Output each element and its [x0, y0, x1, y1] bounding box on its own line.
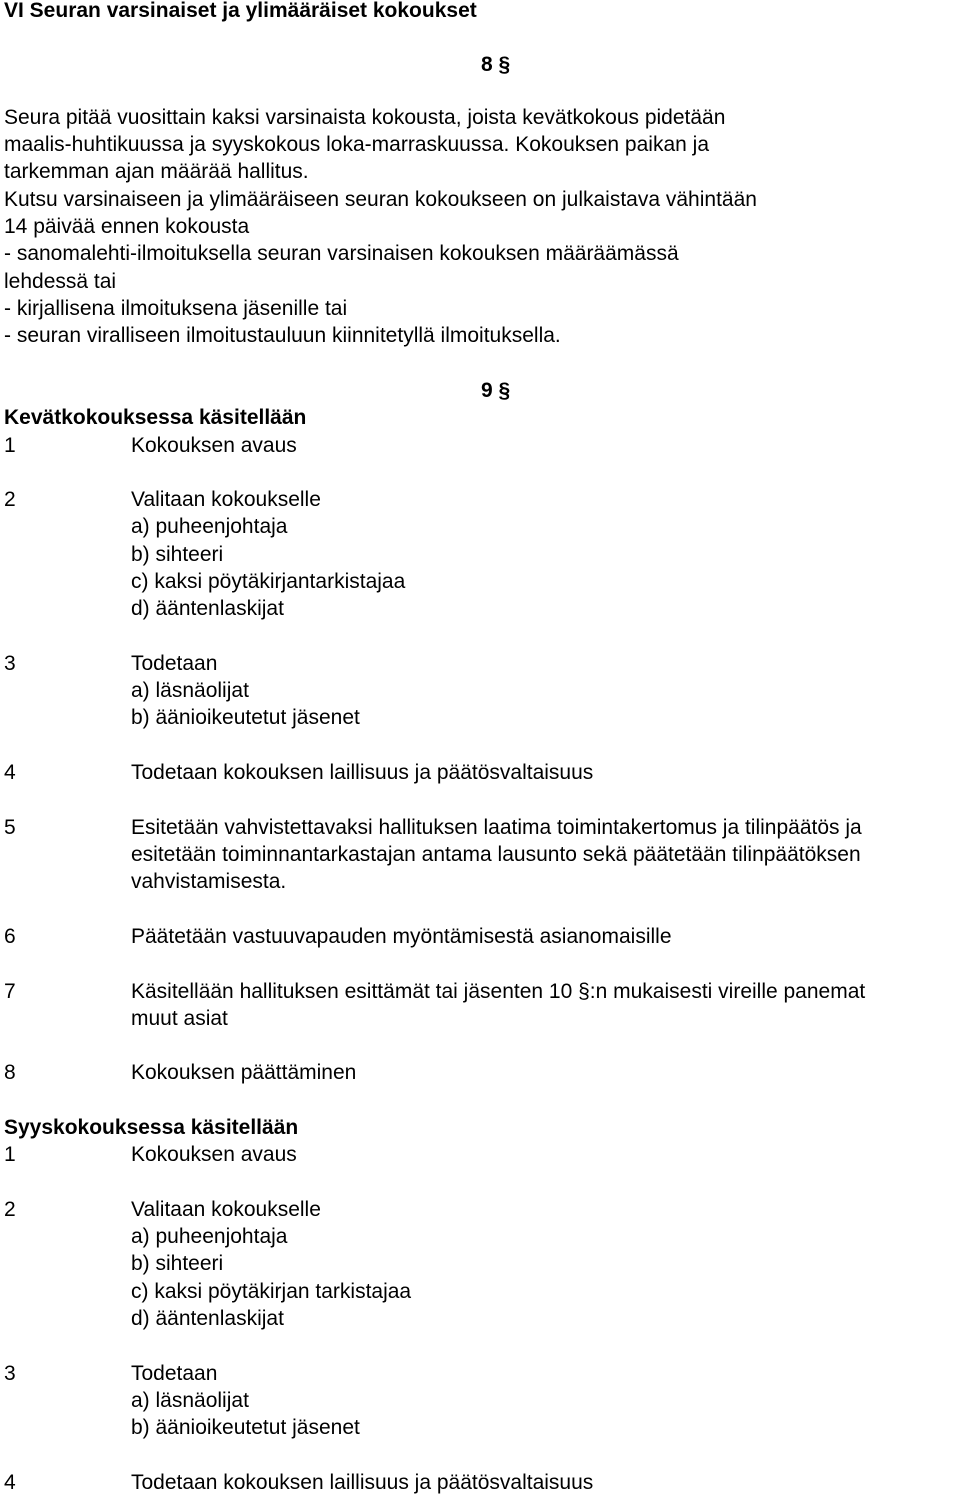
paragraph-8-line: lehdessä tai [4, 270, 117, 293]
agenda-item-number: 8 [4, 1061, 16, 1084]
paragraph-8-line: - sanomalehti-ilmoituksella seuran varsinaisen kokouksen määräämässä [4, 242, 679, 265]
paragraph-8-line: - kirjallisena ilmoituksena jäsenille tai [4, 297, 348, 320]
agenda-item-text: Päätetään vastuuvapauden myöntämisestä asianomaisille [131, 925, 672, 948]
agenda-item-text: Todetaan kokouksen laillisuus ja päätösvaltaisuus [131, 1471, 594, 1494]
paragraph-8-line: Kutsu varsinaiseen ja ylimääräiseen seuran kokoukseen on julkaistava vähintään [4, 188, 757, 211]
paragraph-8-marker: 8 § [481, 53, 511, 76]
agenda-subitem: a) läsnäolijat [131, 679, 249, 702]
agenda-item-number: 4 [4, 1471, 16, 1494]
agenda-item-text: Todetaan kokouksen laillisuus ja päätösvaltaisuus [131, 761, 594, 784]
agenda-subitem: b) äänioikeutetut jäsenet [131, 1416, 360, 1439]
agenda-item-text: vahvistamisesta. [131, 870, 287, 893]
agenda-item-number: 6 [4, 925, 16, 948]
spring-meeting-heading: Kevätkokouksessa käsitellään [4, 406, 307, 429]
agenda-item-text: Kokouksen avaus [131, 434, 297, 457]
agenda-subitem: c) kaksi pöytäkirjan tarkistajaa [131, 1280, 412, 1303]
agenda-item-text: Valitaan kokoukselle [131, 1198, 321, 1221]
paragraph-8-line: 14 päivää ennen kokousta [4, 215, 250, 238]
agenda-subitem: c) kaksi pöytäkirjantarkistajaa [131, 570, 406, 593]
paragraph-8-line: maalis-huhtikuussa ja syyskokous loka-marraskuussa. Kokouksen paikan ja [4, 133, 709, 156]
agenda-item-number: 5 [4, 816, 16, 839]
agenda-item-text: Valitaan kokoukselle [131, 488, 321, 511]
agenda-item-text: Kokouksen päättäminen [131, 1061, 357, 1084]
paragraph-9-marker: 9 § [481, 379, 511, 402]
agenda-item-text: Kokouksen avaus [131, 1143, 297, 1166]
agenda-item-number: 2 [4, 488, 16, 511]
paragraph-8-line: tarkemman ajan määrää hallitus. [4, 160, 309, 183]
agenda-item-text: muut asiat [131, 1007, 228, 1030]
agenda-subitem: a) läsnäolijat [131, 1389, 249, 1412]
agenda-item-number: 7 [4, 980, 16, 1003]
agenda-item-text: esitetään toiminnantarkastajan antama lausunto sekä päätetään tilinpäätöksen [131, 843, 861, 866]
agenda-item-number: 3 [4, 652, 16, 675]
agenda-item-text: Esitetään vahvistettavaksi hallituksen laatima toimintakertomus ja tilinpäätös ja [131, 816, 862, 839]
agenda-subitem: b) äänioikeutetut jäsenet [131, 706, 360, 729]
agenda-item-number: 1 [4, 1143, 16, 1166]
agenda-item-number: 1 [4, 434, 16, 457]
agenda-subitem: d) ääntenlaskijat [131, 597, 284, 620]
paragraph-8-line: - seuran viralliseen ilmoitustauluun kiinnitetyllä ilmoituksella. [4, 324, 561, 347]
section-title: VI Seuran varsinaiset ja ylimääräiset kokoukset [4, 0, 477, 22]
agenda-item-text: Todetaan [131, 1362, 218, 1385]
agenda-item-number: 2 [4, 1198, 16, 1221]
agenda-item-number: 4 [4, 761, 16, 784]
agenda-subitem: a) puheenjohtaja [131, 515, 288, 538]
agenda-subitem: b) sihteeri [131, 1252, 224, 1275]
agenda-subitem: b) sihteeri [131, 543, 224, 566]
autumn-meeting-heading: Syyskokouksessa käsitellään [4, 1116, 299, 1139]
agenda-item-text: Todetaan [131, 652, 218, 675]
agenda-item-text: Käsitellään hallituksen esittämät tai jäsenten 10 §:n mukaisesti vireille panemat [131, 980, 866, 1003]
agenda-subitem: a) puheenjohtaja [131, 1225, 288, 1248]
agenda-item-number: 3 [4, 1362, 16, 1385]
paragraph-8-line: Seura pitää vuosittain kaksi varsinaista kokousta, joista kevätkokous pidetään [4, 106, 726, 129]
agenda-subitem: d) ääntenlaskijat [131, 1307, 284, 1330]
